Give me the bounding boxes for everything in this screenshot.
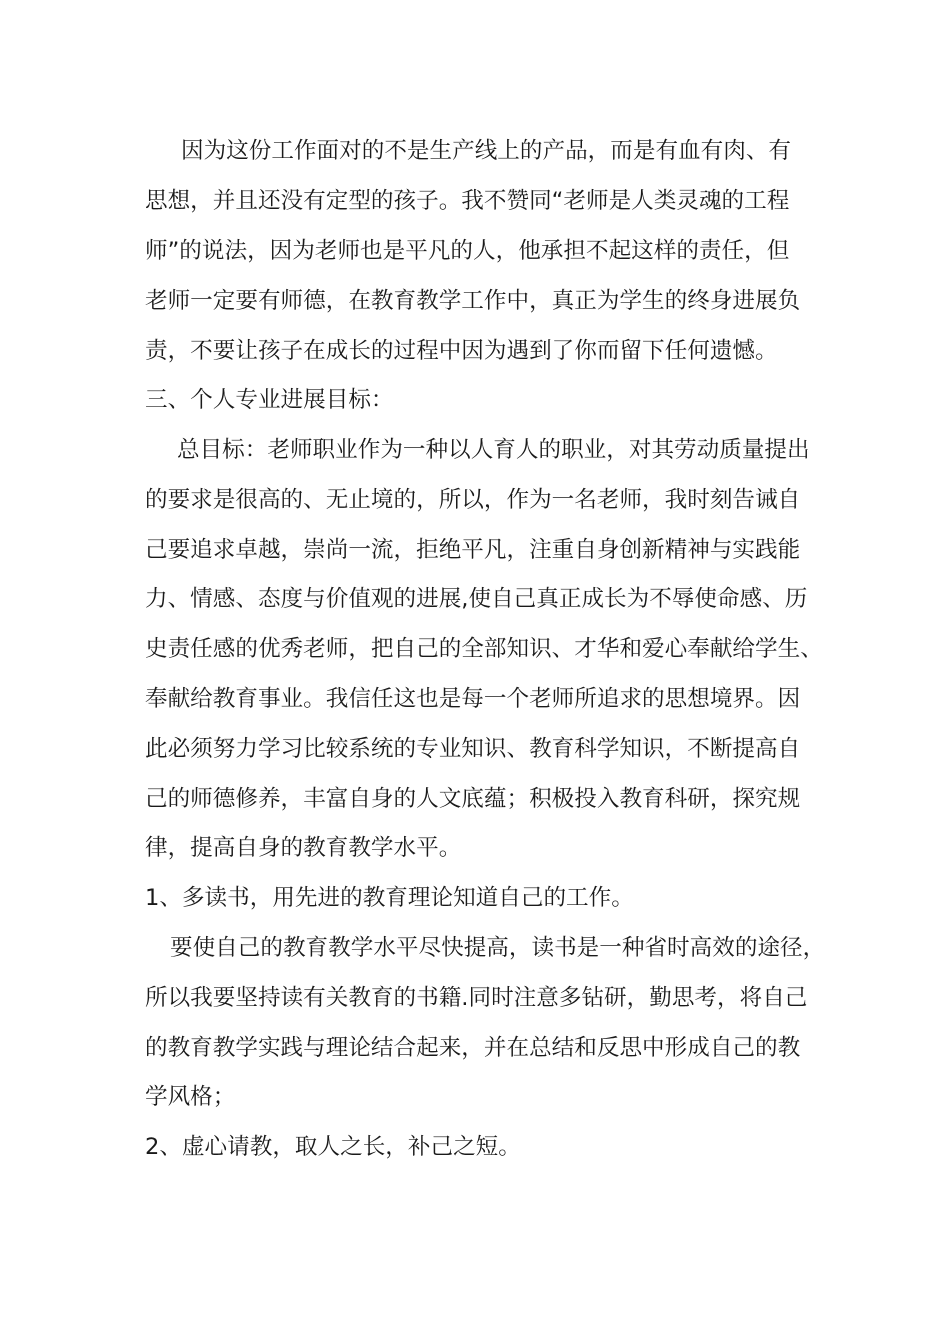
- paragraph-1-line-2: 思想，并且还没有定型的孩子。我不赞同“老师是人类灵魂的工程: [145, 188, 790, 214]
- paragraph-2-line-9: 律，提高自身的教育教学水平。: [145, 835, 462, 861]
- paragraph-2-line-1: 总目标：老师职业作为一种以人育人的职业，对其劳动质量提出: [177, 437, 810, 463]
- paragraph-3-line-4: 学风格；: [145, 1084, 236, 1110]
- paragraph-3-line-2: 所以我要坚持读有关教育的书籍.同时注意多钻研，勤思考，将自己: [145, 985, 808, 1011]
- paragraph-2-line-8: 己的师德修养，丰富自身的人文底蕴；积极投入教育科研，探究规: [145, 786, 801, 812]
- section-heading: 三、个人专业进展目标：: [145, 387, 394, 413]
- paragraph-2-line-5: 史责任感的优秀老师，把自己的全部知识、才华和爱心奉献给学生、: [145, 636, 823, 662]
- paragraph-2-line-4: 力、情感、态度与价值观的进展,使自己真正成长为不辱使命感、历: [145, 586, 808, 612]
- paragraph-1-line-3: 师”的说法，因为老师也是平凡的人，他承担不起这样的责任，但: [145, 238, 790, 264]
- paragraph-2-line-7: 此必须努力学习比较系统的专业知识、教育科学知识，不断提高自: [145, 736, 801, 762]
- paragraph-1-line-1: 因为这份工作面对的不是生产线上的产品，而是有血有肉、有: [181, 138, 792, 164]
- paragraph-2-line-3: 己要追求卓越，崇尚一流，拒绝平凡，注重自身创新精神与实践能: [145, 537, 801, 563]
- list-item-1: 1、多读书，用先进的教育理论知道自己的工作。: [145, 885, 634, 911]
- paragraph-2-line-2: 的要求是很高的、无止境的，所以，作为一名老师，我时刻告诫自: [145, 487, 801, 513]
- paragraph-1-line-5: 责，不要让孩子在成长的过程中因为遇到了你而留下任何遗憾。: [145, 338, 778, 364]
- paragraph-1-line-4: 老师一定要有师德，在教育教学工作中，真正为学生的终身进展负: [145, 288, 801, 314]
- paragraph-3-line-1: 要使自己的教育教学水平尽快提高，读书是一种省时高效的途径，: [170, 935, 826, 961]
- paragraph-3-line-3: 的教育教学实践与理论结合起来，并在总结和反思中形成自己的教: [145, 1035, 801, 1061]
- paragraph-2-line-6: 奉献给教育事业。我信任这也是每一个老师所追求的思想境界。因: [145, 686, 801, 712]
- list-item-2: 2、虚心请教，取人之长，补己之短。: [145, 1134, 521, 1160]
